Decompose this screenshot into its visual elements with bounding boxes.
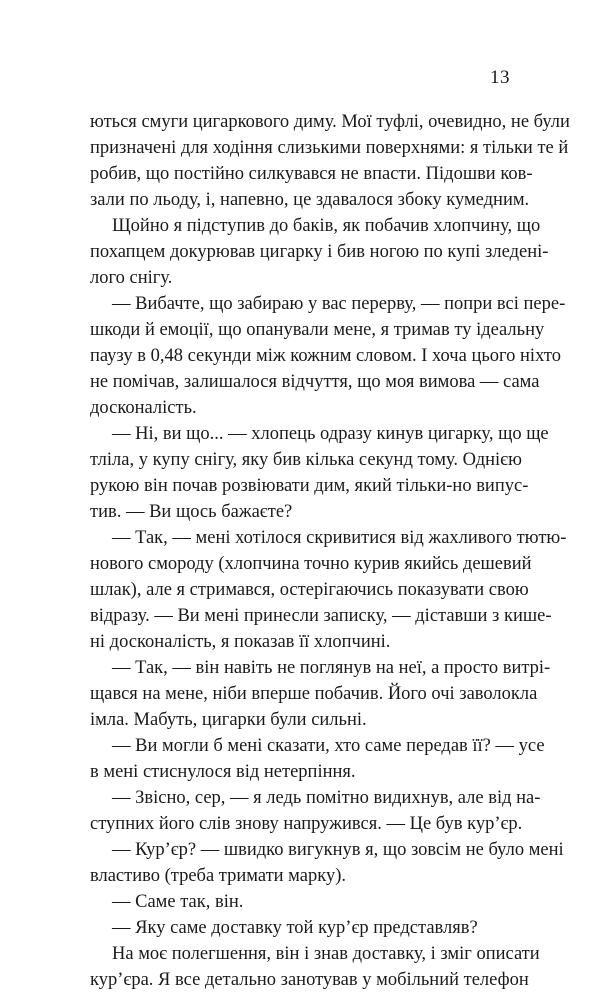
paragraph [90, 915, 511, 941]
text-line: — Саме так, він. [112, 892, 244, 912]
text-line: імла. Мабуть, цигарки були сильні. [90, 710, 367, 730]
text-line: — Ні, ви що... — хлопець одразу кинув цигарку, що ще [112, 424, 549, 444]
text-line: шлак), але я стримався, остерігаючись показувати свою [90, 580, 529, 600]
text-line: — Вибачте, що забираю у вас перерву, — попри всі пере- [112, 294, 566, 314]
text-line: ступних його слів знову напружився. — Це був кур’єр. [90, 814, 523, 834]
text-line: шкоди й емоції, що опанували мене, я тримав ту ідеальну [90, 320, 545, 340]
paragraph [90, 837, 564, 889]
paragraph [90, 213, 549, 291]
paragraph [90, 733, 545, 785]
text-line: тліла, у купу снігу, яку бив кілька секунд тому. Однією [90, 450, 522, 470]
text-line: не помічав, залишалося відчуття, що моя вимова — сама [90, 372, 540, 392]
paragraph [90, 941, 540, 993]
text-line: нового смороду (хлопчина точно курив якийсь дешевий [90, 554, 532, 574]
paragraph [90, 109, 570, 213]
text-line: лого снігу. [90, 268, 173, 288]
text-line: ються смуги цигаркового диму. Мої туфлі, очевидно, не були [90, 112, 570, 132]
text-line: досконалість. [90, 398, 197, 418]
text-line: — Так, — він навіть не поглянув на неї, а просто витрі- [112, 658, 551, 678]
text-line: — Кур’єр? — швидко вигукнув я, що зовсім не було мені [112, 840, 564, 860]
text-line: в мені стиснулося від нетерпіння. [90, 762, 356, 782]
text-line: робив, що постійно силкувався не впасти. Підошви ков- [90, 164, 533, 184]
text-line: — Ви могли б мені сказати, хто саме передав її? — усе [112, 736, 545, 756]
paragraph [90, 655, 551, 733]
body-text [90, 109, 570, 993]
text-line: — Яку саме доставку той кур’єр представляв? [112, 918, 478, 938]
page-number: 13 [490, 67, 510, 88]
paragraph [90, 421, 549, 525]
paragraph [90, 785, 541, 837]
text-line: — Звісно, сер, — я ледь помітно видихнув, але від на- [112, 788, 541, 808]
paragraph [90, 291, 566, 421]
paragraph [90, 889, 511, 915]
text-line: кур’єра. Я все детально занотував у мобільний телефон [90, 970, 529, 990]
text-line: щався на мене, ніби вперше побачив. Його очі заволокла [90, 684, 538, 704]
text-line: відразу. — Ви мені принесли записку, — діставши з кише- [90, 606, 552, 626]
text-line: зали по льоду, і, напевно, це здавалося збоку кумедним. [90, 190, 530, 210]
text-line: тив. — Ви щось бажаєте? [90, 502, 293, 522]
text-line: паузу в 0,48 секунди між кожним словом. І хоча цього ніхто [90, 346, 561, 366]
paragraph [90, 525, 567, 655]
text-line: властиво (треба тримати марку). [90, 866, 346, 886]
text-line: призначені для ходіння слизькими поверхнями: я тільки те й [90, 138, 569, 158]
text-line: Щойно я підступив до баків, як побачив хлопчину, що [112, 216, 541, 236]
text-line: похапцем докурював цигарку і бив ногою по купі зледені- [90, 242, 549, 262]
text-line: рукою він почав розвіювати дим, який тільки-но випус- [90, 476, 529, 496]
text-line: На моє полегшення, він і знав доставку, і зміг описати [112, 944, 540, 964]
text-line: — Так, — мені хотілося скривитися від жахливого тютю- [112, 528, 567, 548]
text-line: ні досконалість, я показав її хлопчині. [90, 632, 391, 652]
